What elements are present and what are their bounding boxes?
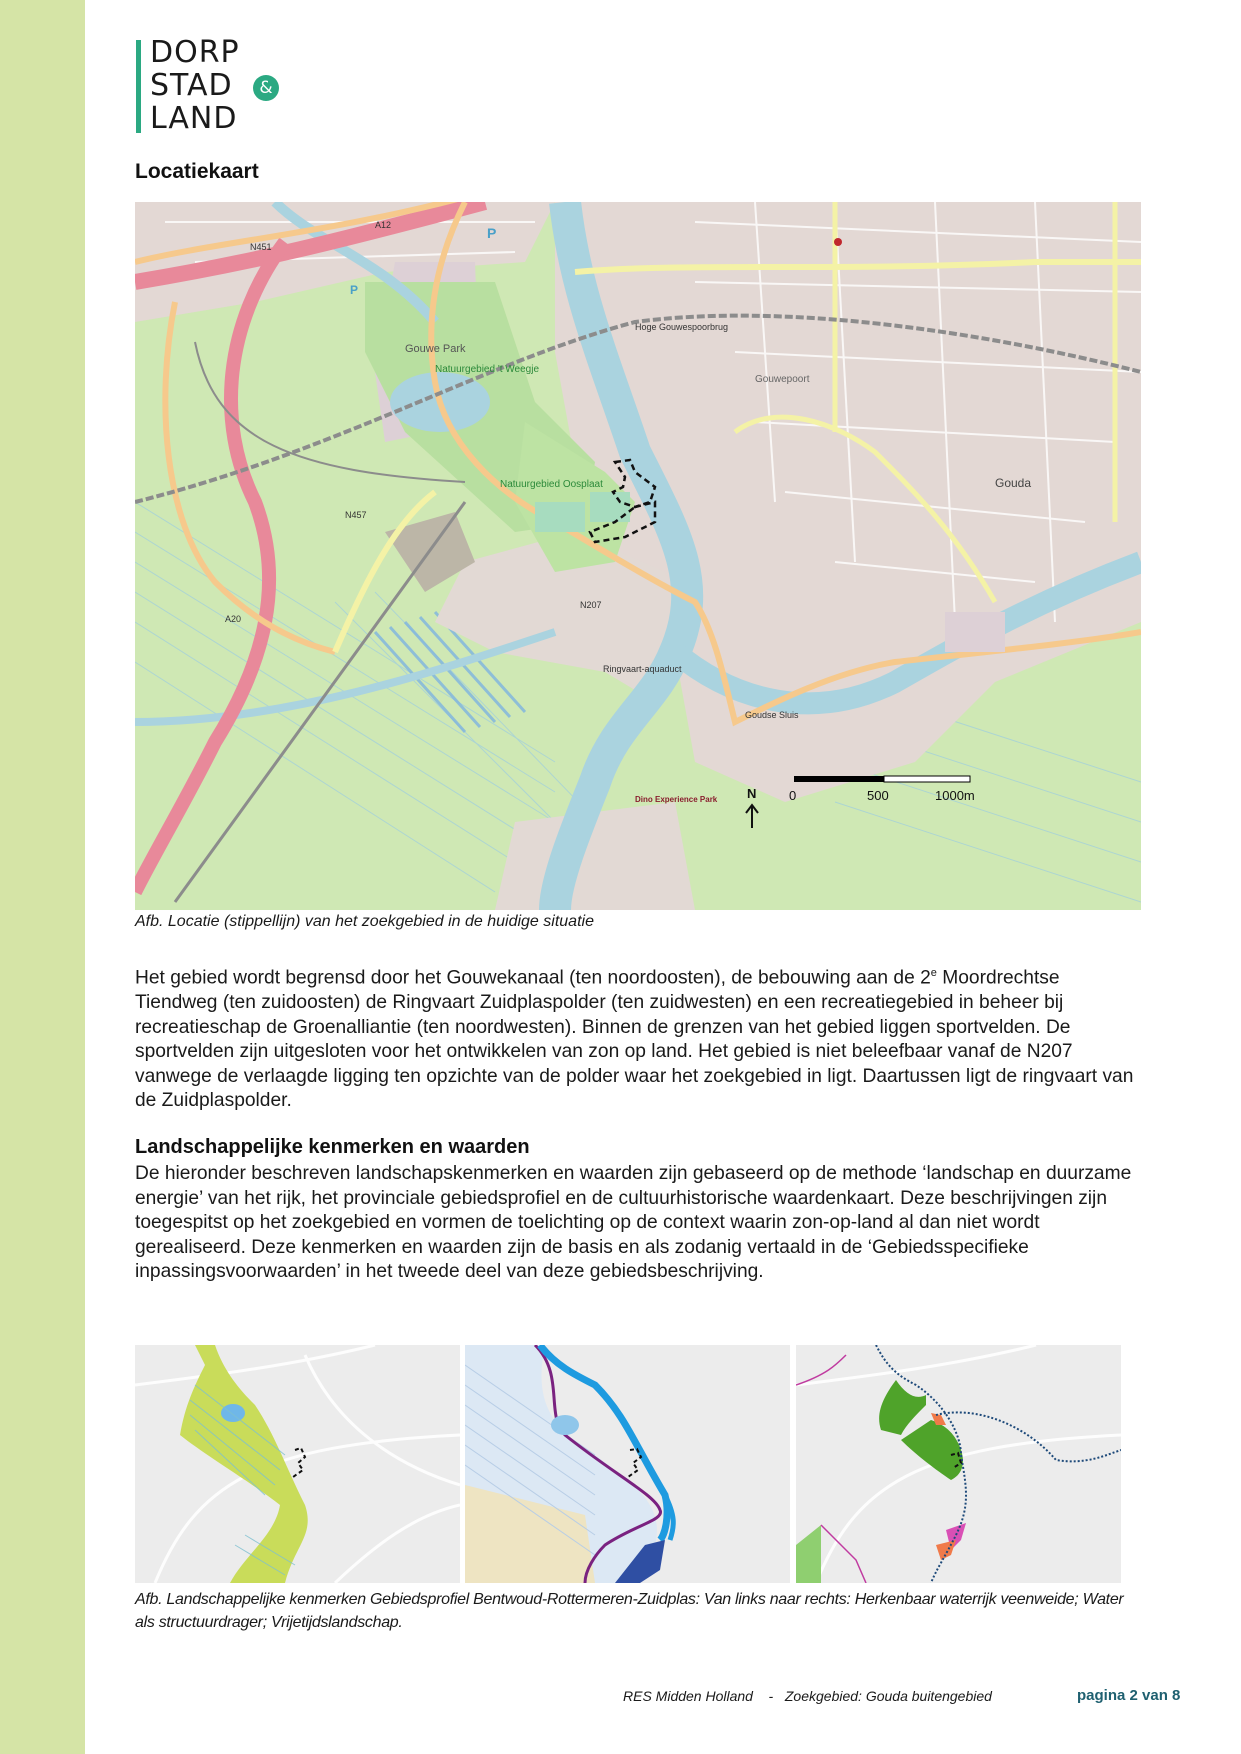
north-arrow-label: N: [747, 786, 757, 801]
page-sidebar-stripe: [0, 0, 85, 1754]
logo-accent-bar: [136, 40, 141, 133]
footer-zone-name: Zoekgebied: Gouda buitengebied: [784, 1688, 992, 1704]
map-label-a12: A12: [375, 220, 392, 230]
map-parking-icon: P: [350, 283, 359, 297]
map-label-dino-park: Dino Experience Park: [635, 795, 718, 804]
logo-word-dorp: DORP: [150, 35, 240, 70]
thumbnails-caption: Afb. Landschappelijke kenmerken Gebiedsprofiel Bentwoud-Rottermeren-Zuidplas: Van links naar rechts: Herkenbaar waterrijk veenweide; Water als structuurdrager; Vrijetijdslandschap.: [135, 1591, 1124, 1631]
thumbnail-waterrijk-veenweide: [135, 1345, 460, 1583]
map-label-goudse-sluis: Goudse Sluis: [745, 710, 799, 720]
logo-word-stad: STAD: [150, 68, 233, 103]
map-sports-field: [590, 492, 630, 522]
map-label-gouda: Gouda: [995, 476, 1032, 490]
map-hospital-icon: [834, 238, 842, 246]
scale-bar-white-segment: [884, 776, 970, 782]
footer-document-name: RES Midden Holland: [623, 1688, 753, 1704]
map-water-treatment: [945, 612, 1005, 652]
thumbnail-vrijetijdslandschap: [796, 1345, 1121, 1583]
map-label-gouwepoort: Gouwepoort: [755, 374, 810, 385]
map-label-n207: N207: [580, 600, 602, 610]
map-caption: Afb. Locatie (stippellijn) van het zoekgebied in de huidige situatie: [135, 913, 594, 930]
location-map-graphic: [135, 202, 1141, 910]
paragraph-boundaries-text-a: Het gebied wordt begrensd door het Gouwekanaal (ten noordoosten), de bebouwing aan de 2: [135, 967, 931, 989]
map-label-n451: N451: [250, 242, 272, 252]
paragraph-boundaries-sup: e: [930, 967, 937, 979]
map-label-a20: A20: [225, 614, 242, 624]
thumbnail-water-structuurdrager: [465, 1345, 790, 1583]
subheading-landscape: Landschappelijke kenmerken en waarden: [135, 1136, 530, 1158]
dorp-stad-land-logo: [136, 35, 296, 138]
map-parking-icon: P: [487, 225, 497, 241]
map-label-n457: N457: [345, 510, 367, 520]
map-sports-field: [535, 502, 585, 532]
location-map: [135, 202, 1141, 910]
thumbnail-graphic: [135, 1345, 460, 1583]
footer-document-info: [623, 1688, 992, 1704]
scale-tick-500: 500: [867, 788, 889, 803]
footer-page-number: pagina 2 van 8: [1077, 1687, 1181, 1704]
map-label-gouwe-park: Gouwe Park: [405, 343, 466, 355]
map-label-oosplaat: Natuurgebied Oosplaat: [500, 479, 603, 490]
thumbnail-graphic: [465, 1345, 790, 1583]
map-label-spoorbrug: Hoge Gouwespoorbrug: [635, 322, 729, 332]
thumbnail-graphic: [796, 1345, 1121, 1583]
logo-ampersand-badge: &: [253, 75, 279, 101]
footer-separator: -: [768, 1688, 774, 1704]
scale-tick-1000m: 1000m: [935, 788, 975, 803]
paragraph-landscape: De hieronder beschreven landschapskenmerken en waarden zijn gebaseerd op de methode ‘landschap en duurzame energie’ van het rijk, het provinciale gebiedsprofiel en de cultuurhistorische waardenkaart. Deze beschrijvingen zijn toegespitst op het zoekgebied en vormen de toelichting op de context waarin zon-op-land al dan niet wordt gerealiseerd. Deze kenmerken en waarden zijn de basis en als zodanig vertaald in de ‘Gebiedsspecifieke inpassingsvoorwaarden’ in het tweede deel van deze gebiedsbeschrijving.: [135, 1163, 1132, 1283]
scale-bar-black-segment: [794, 776, 884, 782]
paragraph-boundaries: [135, 961, 1135, 1114]
section-title: Locatiekaart: [135, 160, 259, 183]
paragraph-boundaries-text-b: Moordrechtse Tiendweg (ten zuidoosten) de Ringvaart Zuidplaspolder (ten zuidwesten) en een recreatiegebied in beheer bij recreatieschap de Groenalliantie (ten noordwesten). Binnen de grenzen van het gebied liggen sportvelden. De sportvelden zijn uitgesloten voor het ontwikkelen van zon op land. Het gebied is niet beleefbaar vanaf de N207 vanwege de verlaagde ligging ten opzichte van de polder waar het zoekgebied in ligt. Daartussen ligt de ringvaart van de Zuidplaspolder.: [135, 967, 1134, 1112]
map-label-weegje: Natuurgebied 't Weegje: [435, 364, 540, 375]
map-label-aquaduct: Ringvaart-aquaduct: [603, 664, 682, 674]
scale-tick-0: 0: [789, 788, 797, 803]
logo-word-land: LAND: [150, 101, 238, 136]
